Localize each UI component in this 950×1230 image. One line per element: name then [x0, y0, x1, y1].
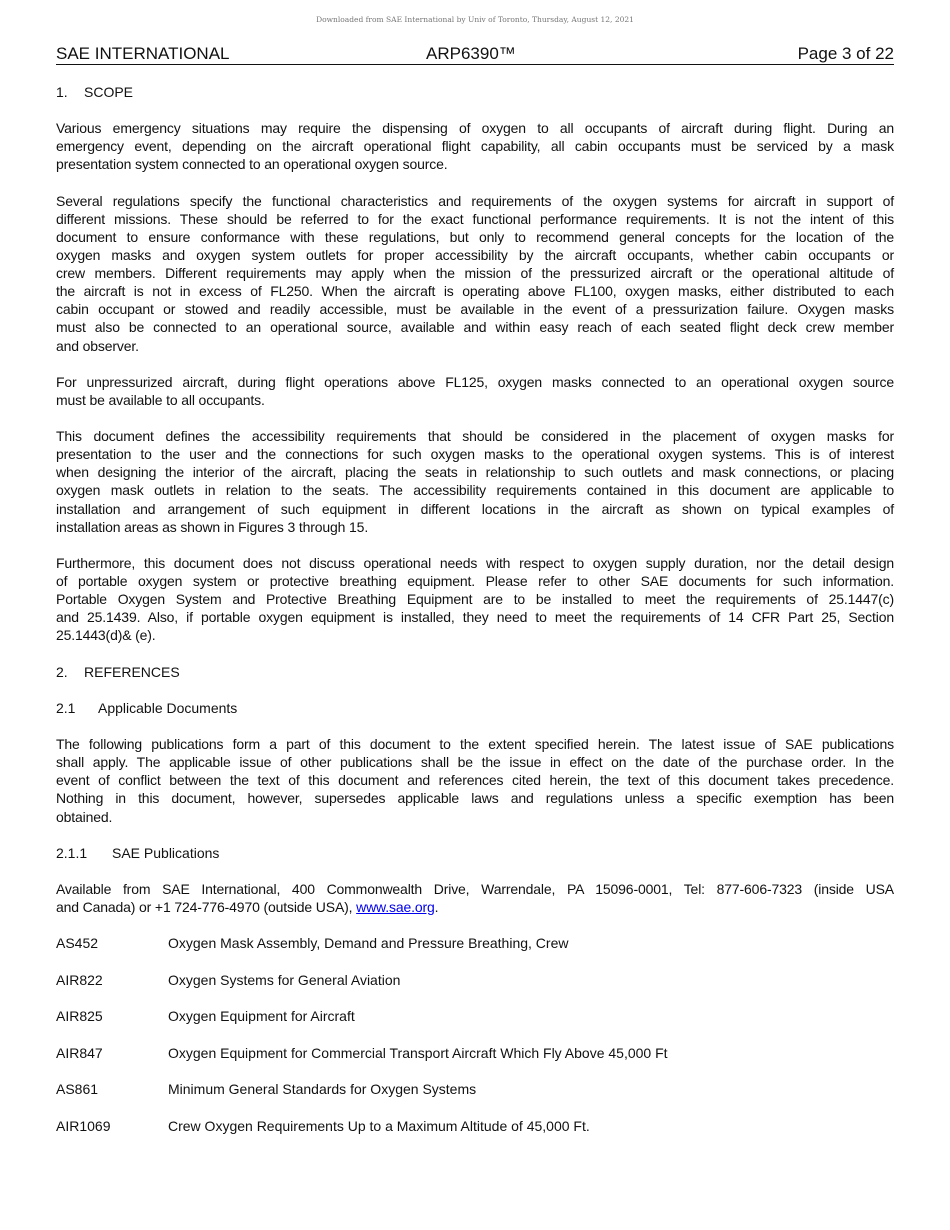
reference-title: Minimum General Standards for Oxygen Systems: [168, 1081, 477, 1098]
reference-title: Oxygen Mask Assembly, Demand and Pressure Breathing, Crew: [168, 935, 569, 952]
reference-item: [56, 1117, 894, 1135]
paragraph-line: This document defines the accessibility requirements that should be considered in the placement of oxygen masks for: [56, 428, 894, 445]
subsection-heading-sae-publications: [56, 844, 894, 862]
section-number: 2.: [56, 663, 68, 680]
paragraph-line: Furthermore, this document does not discuss operational needs with respect to oxygen supply duration, nor the detail design: [56, 554, 894, 571]
period: .: [434, 899, 439, 916]
availability-paragraph: [56, 880, 894, 916]
paragraph-line: obtained.: [56, 808, 113, 825]
subsection-heading-applicable-documents: [56, 699, 894, 717]
paragraph-line: shall apply. The applicable issue of other publications shall be the issue in effect on the date of the purchase order. In the: [56, 754, 894, 771]
sae-website-link[interactable]: www.sae.org: [356, 899, 435, 916]
paragraph-line: different missions. These should be referred to for the exact functional performance requirements. It is not the intent of this: [56, 210, 894, 227]
paragraph-line: Available from SAE International, 400 Commonwealth Drive, Warrendale, PA 15096-0001, Tel: 877-606-7323 (inside USA: [56, 881, 894, 898]
paragraph-line: and Canada) or +1 724-776-4970 (outside USA),: [56, 899, 357, 916]
paragraph-line: The following publications form a part of this document to the extent specified herein. The latest issue of SAE publications: [56, 736, 894, 753]
reference-id: AIR825: [56, 1008, 103, 1025]
reference-id: AIR847: [56, 1044, 103, 1061]
paragraph-line: when designing the interior of the aircraft, placing the seats in relationship to such outlets and mask connections, or placing: [56, 464, 894, 481]
paragraph-line: Several regulations specify the functional characteristics and requirements of the oxygen systems for aircraft in support of: [56, 192, 894, 209]
paragraph-line: presentation system connected to an operational oxygen source.: [56, 156, 448, 173]
section-title: SCOPE: [84, 84, 134, 100]
header-publisher: SAE INTERNATIONAL: [56, 44, 230, 63]
paragraph-line: and 25.1439. Also, if portable oxygen equipment is installed, they need to meet the requirements of 14 CFR Part 25, Section: [56, 609, 894, 626]
reference-item: [56, 1044, 894, 1062]
section-number: 2.1: [56, 699, 76, 716]
paragraph-line: and observer.: [56, 337, 139, 354]
paragraph-line: Various emergency situations may require the dispensing of oxygen to all occupants of aircraft during flight. During an: [56, 120, 894, 137]
paragraph-line: oxygen mask outlets in relation to the seats. The accessibility requirements contained in this document are applicable to: [56, 482, 894, 499]
reference-item: [56, 1007, 894, 1025]
section-title: REFERENCES: [84, 663, 180, 680]
paragraph-line: document to ensure conformance with these regulations, but only to recommend general concepts for the location of the: [56, 228, 894, 245]
section-heading-scope: [56, 83, 894, 101]
paragraph-line: event of conflict between the text of this document and references cited herein, the text of this document takes precedence.: [56, 772, 894, 789]
paragraph-line: 25.1443(d)& (e).: [56, 627, 156, 644]
header-document-id: ARP6390™: [426, 44, 516, 63]
section-heading-references: [56, 663, 894, 681]
reference-item: [56, 971, 894, 989]
section-number: 1.: [56, 84, 68, 100]
paragraph-line: installation and arrangement of such equipment in different locations in the aircraft as shown on typical examples of: [56, 500, 894, 517]
paragraph-line: Portable Oxygen System and Protective Breathing Equipment are to be installed to meet the requirements of 25.1447(c): [56, 591, 894, 608]
reference-title: Oxygen Equipment for Aircraft: [168, 1008, 355, 1025]
paragraph: [56, 373, 894, 409]
paragraph: [56, 192, 894, 355]
page-header: [56, 44, 894, 65]
paragraph-line: For unpressurized aircraft, during flight operations above FL125, oxygen masks connected to an operational oxygen source: [56, 373, 894, 390]
reference-title: Crew Oxygen Requirements Up to a Maximum Altitude of 45,000 Ft.: [168, 1117, 590, 1134]
header-page-number: Page 3 of 22: [797, 44, 894, 63]
section-title: Applicable Documents: [98, 699, 238, 716]
section-title: SAE Publications: [112, 844, 220, 861]
paragraph-line: must be available to all occupants.: [56, 391, 265, 408]
paragraph: [56, 427, 894, 536]
reference-id: AIR1069: [56, 1117, 111, 1134]
paragraph-line: installation areas as shown in Figures 3 through 15.: [56, 518, 369, 535]
reference-title: Oxygen Systems for General Aviation: [168, 971, 401, 988]
reference-id: AS452: [56, 935, 99, 952]
reference-id: AS861: [56, 1081, 99, 1098]
paragraph-line: emergency event, depending on the aircraft operational flight capability, all cabin occupants must be serviced by a mask: [56, 138, 894, 155]
reference-id: AIR822: [56, 971, 103, 988]
paragraph: [56, 735, 894, 825]
paragraph-line: crew members. Different requirements may apply when the mission of the pressurized aircraft or the operational altitude of: [56, 265, 894, 282]
paragraph-line: must also be connected to an operational source, available and within easy reach of each seated flight deck crew member: [56, 319, 894, 336]
paragraph: [56, 119, 894, 173]
reference-item: [56, 1080, 894, 1098]
reference-item: [56, 934, 894, 952]
reference-title: Oxygen Equipment for Commercial Transport Aircraft Which Fly Above 45,000 Ft: [168, 1044, 668, 1061]
paragraph-line: the aircraft is not in excess of FL250. When the aircraft is operating above FL100, oxygen masks, either distributed to each: [56, 283, 894, 300]
document-body: [56, 83, 894, 1153]
paragraph-line: Nothing in this document, however, supersedes applicable laws and regulations unless a specific exemption has been: [56, 790, 894, 807]
sae-publication-list: [56, 934, 894, 1135]
paragraph-line: oxygen masks and oxygen system outlets for proper accessibility by the aircraft occupants, whether cabin occupants or: [56, 247, 894, 264]
paragraph: [56, 554, 894, 644]
section-number: 2.1.1: [56, 844, 88, 861]
paragraph-line: of portable oxygen system or protective breathing equipment. Please refer to other SAE documents for such information.: [56, 573, 894, 589]
paragraph-line: cabin occupant or stowed and readily accessible, must be available in the event of a pressurization failure. Oxygen masks: [56, 301, 894, 318]
download-watermark: Downloaded from SAE International by Univ of Toronto, Thursday, August 12, 2021: [316, 15, 634, 24]
paragraph-line: presentation to the user and the connections for such oxygen masks to the operational oxygen systems. This is of interest: [56, 446, 894, 463]
